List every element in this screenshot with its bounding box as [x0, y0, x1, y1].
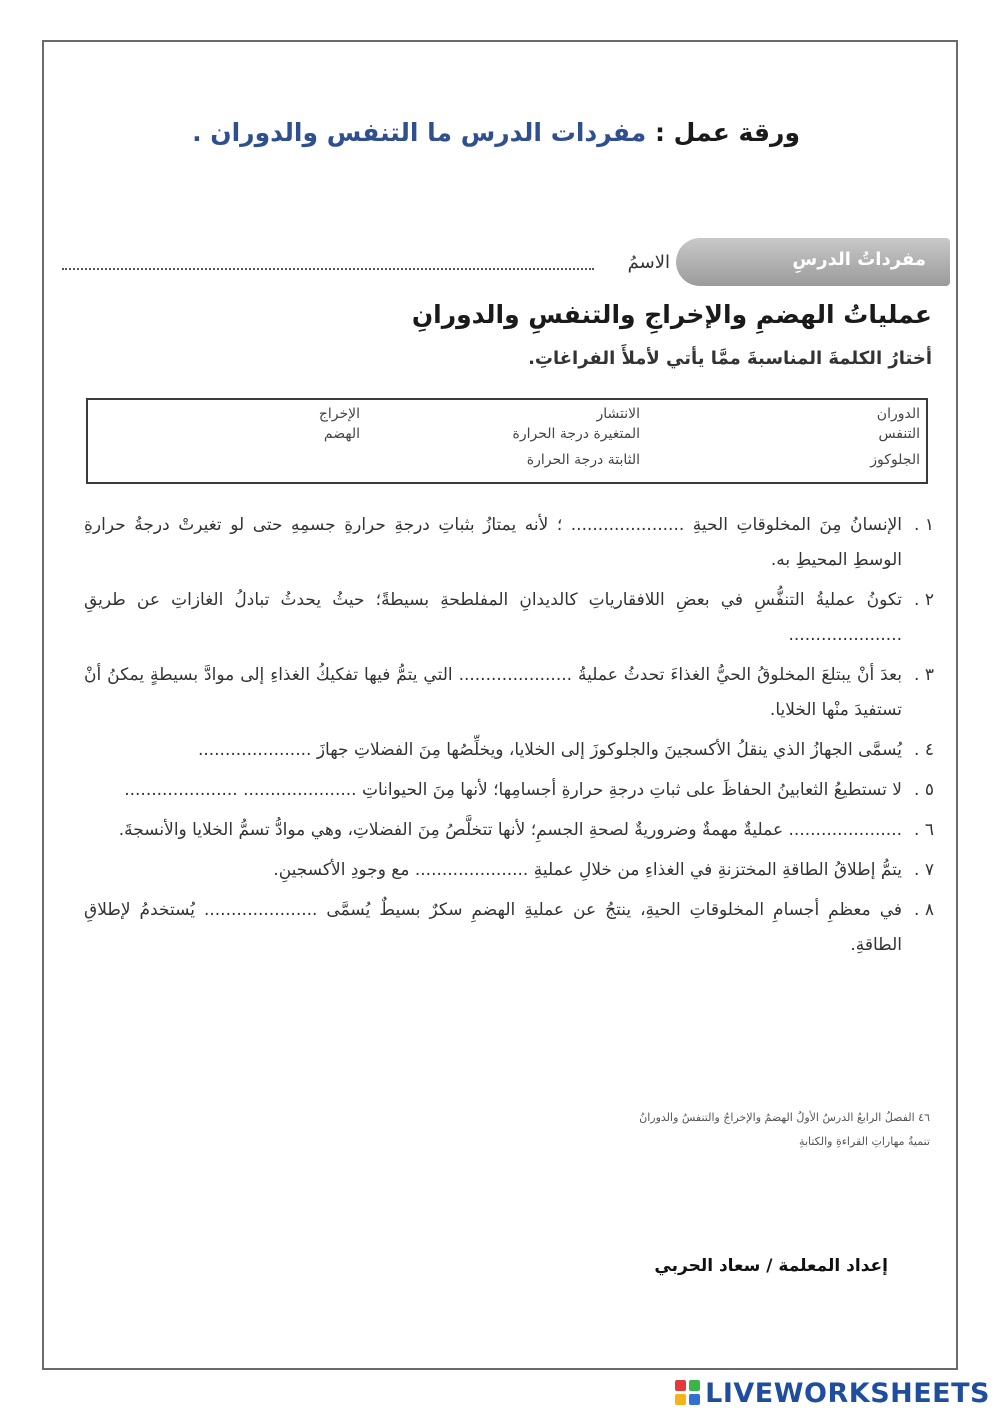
textbook-reference [639, 1106, 930, 1154]
name-input-line[interactable] [62, 268, 594, 270]
reference-line: تنميةُ مهاراتِ القراءةِ والكتابةِ [799, 1135, 930, 1148]
question-text[interactable]: لا تستطيعُ الثعابينُ الحفاظَ على ثباتِ درجةِ حرارةِ أجسامِها؛ لأنها مِنَ الحيواناتِ ..................... ..................... [124, 780, 902, 800]
reference-line: ٤٦ الفصلُ الرابعُ الدرسُ الأولُ الهضمُ والإخراجُ والتنفسُ والدورانُ [639, 1111, 930, 1124]
question-text[interactable]: ..................... عمليةٌ مهمةٌ وضروريةٌ لصحةِ الجسمِ؛ لأنها تتخلَّصُ مِنَ الفضلاتِ، وهي موادُّ تسمُّ الخلايا والأنسجةَ. [118, 820, 902, 840]
question-number: ١ . [914, 515, 934, 535]
question-text[interactable]: في معظمِ أجسامِ المخلوقاتِ الحيةِ، ينتجُ عن عمليةِ الهضمِ سكرٌ بسيطٌ يُسمَّى ..................... يُستخدمُ لإطلاقِ الطاقةِ. [84, 900, 902, 955]
question-text[interactable]: تكونُ عمليةُ التنفُّسِ في بعضِ اللافقارياتِ كالديدانِ المفلطحةِ بسيطةً؛ حيثُ يحدثُ تبادلُ الغازاتِ عن طريقِ ..................... [84, 590, 902, 645]
teacher-credit: إعداد المعلمة / سعاد الحربي [654, 1256, 888, 1276]
question-number: ٦ . [914, 820, 934, 840]
name-label: الاسمُ [627, 252, 670, 273]
instruction: أختارُ الكلمةَ المناسبةَ ممَّا يأتي لأملأَ الفراغاتِ. [528, 348, 932, 369]
question-text[interactable]: بعدَ أنْ يبتلعَ المخلوقُ الحيُّ الغذاءَ تحدثُ عمليةُ ..................... التي يتمُّ فيها تفكيكُ الغذاءِ إلى موادَّ بسيطةٍ يمكنُ أنْ تستفيدَ منْها الخلايا. [84, 665, 902, 720]
question-number: ٢ . [914, 590, 934, 610]
word-bank-item: التنفس [878, 426, 920, 442]
brand-name: LIVEWORKSHEETS [705, 1377, 990, 1409]
title-lead: ورقة عمل : [654, 118, 800, 147]
question-number: ٧ . [914, 860, 934, 880]
lesson-vocabulary-tab [676, 238, 950, 286]
word-bank-item: الدوران [876, 406, 920, 422]
question-item [84, 733, 934, 768]
question-text[interactable]: يُسمَّى الجهازُ الذي ينقلُ الأكسجينَ والجلوكوزَ إلى الخلايا، ويخلِّصُها مِنَ الفضلاتِ جهازَ ..................... [197, 740, 902, 760]
lesson-heading: عملياتُ الهضمِ والإخراجِ والتنفسِ والدورانِ [411, 300, 932, 329]
question-item [84, 813, 934, 848]
word-bank-item: الإخراج [318, 406, 360, 422]
word-bank-item: الثابتة درجة الحرارة [526, 452, 640, 468]
worksheet-title [192, 118, 800, 147]
word-bank-column [440, 404, 640, 470]
question-number: ٣ . [914, 665, 934, 685]
question-item [84, 658, 934, 728]
question-item [84, 893, 934, 963]
question-item [84, 853, 934, 888]
word-bank [86, 398, 928, 484]
question-item [84, 508, 934, 578]
liveworksheets-brand[interactable] [675, 1376, 990, 1410]
word-bank-item: الانتشار [596, 406, 640, 422]
lesson-tab-label: مفرداتُ الدرسِ [792, 249, 926, 270]
title-topic: مفردات الدرس ما التنفس والدوران . [192, 118, 647, 147]
question-text[interactable]: الإنسانُ مِنَ المخلوقاتِ الحيةِ ..................... ؛ لأنه يمتازُ بثباتِ درجةِ حرارةِ جسمِهِ حتى لو تغيرتْ درجةُ حرارةِ الوسطِ المحيطِ به. [84, 515, 902, 570]
word-bank-item: الهضم [323, 426, 360, 442]
question-item [84, 773, 934, 808]
name-row [62, 248, 950, 288]
word-bank-column [800, 404, 920, 470]
word-bank-item: المتغيرة درجة الحرارة [512, 426, 640, 442]
question-text[interactable]: يتمُّ إطلاقُ الطاقةِ المختزنةِ في الغذاءِ من خلالِ عمليةِ ..................... مع وجودِ الأكسجينِ. [273, 860, 902, 880]
liveworksheets-logo-icon [675, 1380, 701, 1406]
question-number: ٤ . [914, 740, 934, 760]
question-item [84, 583, 934, 653]
question-number: ٨ . [914, 900, 934, 920]
question-list [84, 508, 934, 963]
word-bank-item: الجلوكوز [870, 452, 920, 468]
question-number: ٥ . [914, 780, 934, 800]
word-bank-column [240, 404, 360, 444]
